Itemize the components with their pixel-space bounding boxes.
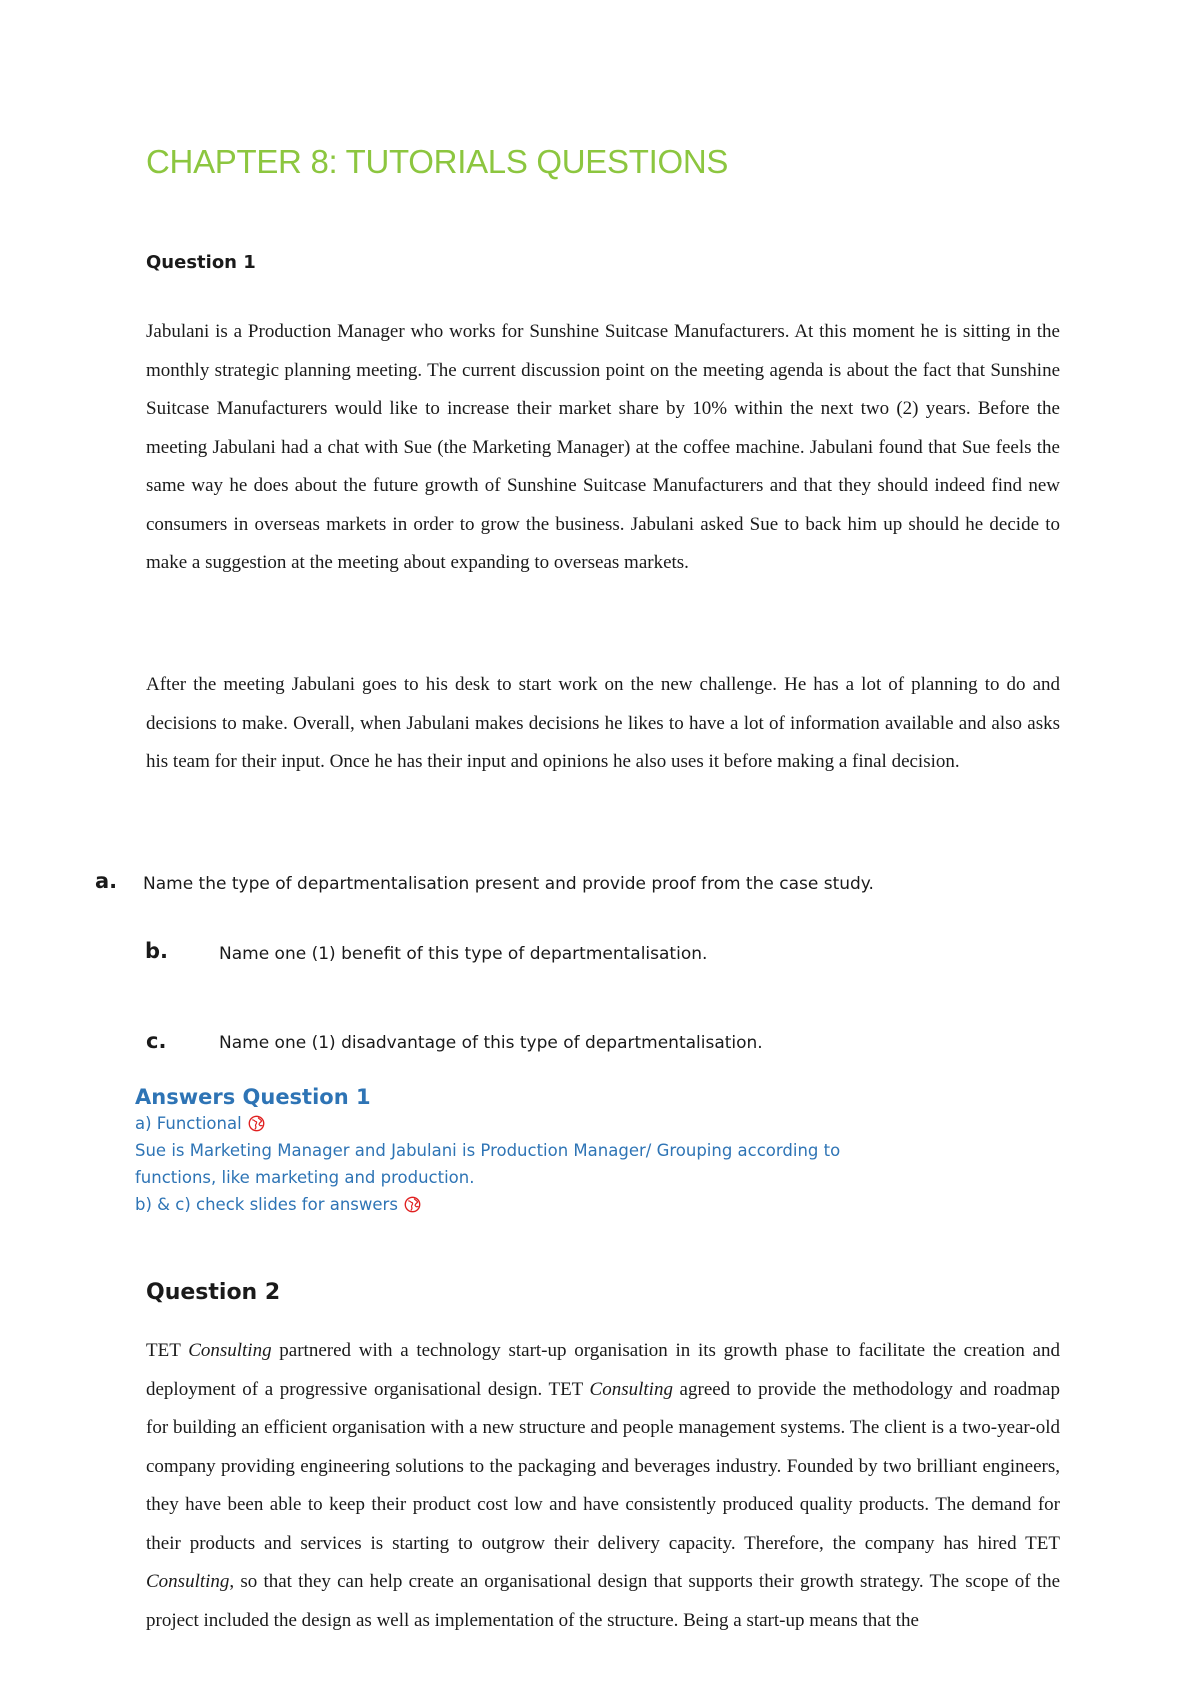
sub-question-c-text: Name one (1) disadvantage of this type of departmentalisation. bbox=[219, 1033, 763, 1053]
answer-line-proof-1 bbox=[135, 1141, 840, 1160]
sub-question-b-text: Name one (1) benefit of this type of departmentalisation. bbox=[219, 944, 708, 964]
answer-line-bc bbox=[135, 1195, 421, 1214]
q2-text-1: TET bbox=[146, 1340, 189, 1361]
sub-question-c-letter: c. bbox=[146, 1029, 167, 1053]
q2-consulting-3: Consulting bbox=[146, 1571, 230, 1592]
answer-line-bc-text: b) & c) check slides for answers bbox=[135, 1195, 398, 1214]
globe-icon bbox=[248, 1115, 265, 1132]
chapter-title: CHAPTER 8: TUTORIALS QUESTIONS bbox=[146, 143, 729, 180]
answer-line-a-text: a) Functional bbox=[135, 1114, 242, 1133]
globe-icon bbox=[404, 1196, 421, 1213]
q2-consulting-1: Consulting bbox=[188, 1340, 272, 1361]
q2-text-2: partnered with a technology start-up organisation in its growth phase to facilitate the creation and deployment of a progressive organisational design. TET bbox=[146, 1340, 1060, 1400]
answer-line-a bbox=[135, 1114, 265, 1133]
answer-line-proof-2 bbox=[135, 1168, 474, 1187]
question-1-paragraph-2: After the meeting Jabulani goes to his desk to start work on the new challenge. He has a lot of planning to do and decisions to make. Overall, when Jabulani makes decisions he likes to have a lot of information available and also asks his team for their input. Once he has their input and opinions he also uses it before making a final decision. bbox=[146, 674, 1060, 772]
q2-text-4: , so that they can help create an organisational design that supports their growth strategy. The scope of the project included the design as well as implementation of the structure. Being a start-up means that the bbox=[146, 1571, 1060, 1631]
q2-consulting-2: Consulting bbox=[589, 1378, 673, 1400]
sub-question-b-letter: b. bbox=[145, 939, 169, 963]
answer-line-proof-2-text: functions, like marketing and production. bbox=[135, 1168, 475, 1187]
answer-line-proof-1-text: Sue is Marketing Manager and Jabulani is Production Manager/ Grouping according to bbox=[135, 1141, 841, 1160]
question-2-paragraph bbox=[146, 1332, 1060, 1640]
sub-question-a-letter: a. bbox=[95, 869, 118, 893]
q2-text-3: agreed to provide the methodology and roadmap for building an efficient organisation with a new structure and people management systems. The client is a two-year-old company providing engineering solutions to the packaging and beverages industry. Founded by two brilliant engineers, they have been able to keep their product cost low and have consistently produced quality products. The demand for their products and services is starting to outgrow their delivery capacity. Therefore, the company has hired TET bbox=[146, 1378, 1060, 1554]
question-2-heading: Question 2 bbox=[146, 1280, 281, 1305]
question-1-heading: Question 1 bbox=[146, 252, 256, 273]
sub-question-a-text: Name the type of departmentalisation present and provide proof from the case study. bbox=[143, 874, 874, 894]
answers-question-1-heading: Answers Question 1 bbox=[135, 1085, 371, 1109]
question-1-paragraph-1: Jabulani is a Production Manager who works for Sunshine Suitcase Manufacturers. At this moment he is sitting in the monthly strategic planning meeting. The current discussion point on the meeting agenda is about the fact that Sunshine Suitcase Manufacturers would like to increase their market share by 10% within the next two (2) years. Before the meeting Jabulani had a chat with Sue (the Marketing Manager) at the coffee machine. Jabulani found that Sue feels the same way he does about the future growth of Sunshine Suitcase Manufacturers and that they should indeed find new consumers in overseas markets in order to grow the business. Jabulani asked Sue to back him up should he decide to make a suggestion at the meeting about expanding to overseas markets. bbox=[146, 321, 1060, 573]
